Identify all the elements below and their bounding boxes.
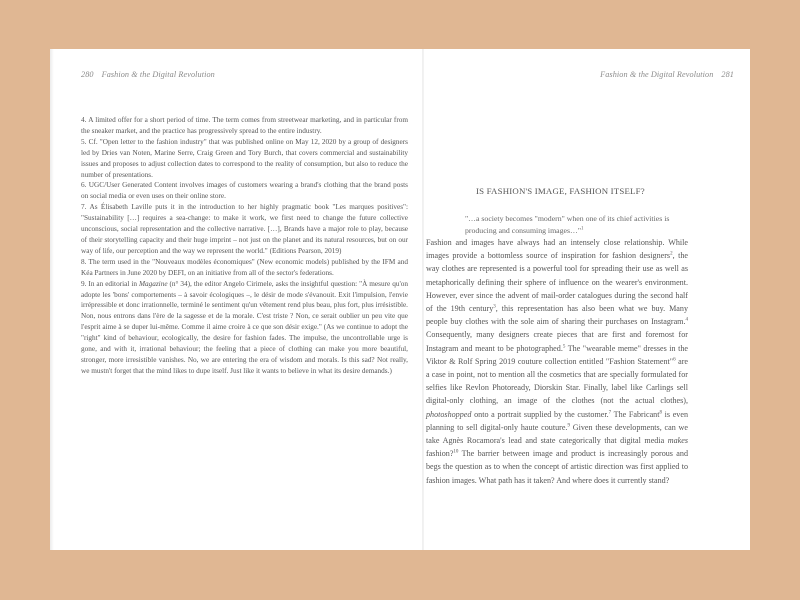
page-number-left: 280 <box>81 70 94 79</box>
page-number-right: 281 <box>721 70 734 79</box>
left-page <box>50 49 423 550</box>
footnote-ref: 4 <box>685 317 688 323</box>
endnote-6: 6. UGC/User Generated Content involves images of customers wearing a brand's clothing that the brand posts on social media or even uses on their online store. <box>81 181 408 201</box>
epigraph: "…a society becomes "modern" when one of its chief activities is producing and consuming images…"$^1$ <box>465 214 670 235</box>
footnote-ref: 10 <box>453 449 459 455</box>
page-edge <box>50 49 54 550</box>
footnote-ref: 9 <box>567 423 570 429</box>
footnote-ref: 1 <box>581 226 584 231</box>
running-head-title-right: Fashion & the Digital Revolution <box>600 70 714 79</box>
endnote-9: 9. In an editorial in Magazine (n° 34), the editor Angelo Cirimele, asks the insightful question: "À mesure qu'on adopte les 'bons' comportements – à savoir écologiques –, le désir de mode s'évanouit. Exit l'impulsion, l'envie irrépressible et donc irrationnelle, terminé le sentiment qu'un vêtement rend plus beau, plus fort, plus irrésistible. Non, nous entrons dans l'ère de la sagesse et de la morale. C'est triste ? Non, ce serait oublier un peu vite que l'esprit aime à se duper lui-même. Comme il aime croire à ce que son désir exige." (As we continue to adopt the "right" kind of behaviour, ecologically, the desire for fashion fades. The impulse, the uncontrollable urge is gone, and with it, irrational behaviour; the feeling that a piece of clothing can make you more beautiful, stronger, more irresistible vanishes. No, we are entering the era of wisdom and morals. Is this sad? Not really, we mustn't forget that the mind likes to dupe itself. Just like it wants to believe in what its desire demands.) <box>81 279 408 375</box>
footnote-ref: 3 <box>493 304 496 310</box>
endnote-8: 8. The term used in the "Nouveaux modèles économiques" (New economic models) published by the IFM and Kéa Partners in June 2020 by DEFI, on an initiative from all of the sector's federations. <box>81 257 408 277</box>
magazine-title: Magazine <box>138 279 168 288</box>
endnotes <box>81 115 408 377</box>
body-paragraph: Fashion and images have always had an intensely close relationship. While images provide a bottomless source of inspiration for fashion designers$^2$, the way clothes are represented is a powerful tool for spreading their use as well as metaphorically defining their sphere of influence on the wearer's environment. However, ever since the advent of mail-order catalogues during the second half of the 19th century$^3$, this representation has also been what we buy. Many people buy clothes with the sole aim of sharing their purchases on Instagram.$^4$ Consequently, many designers create pieces that are first and foremost for Instagram and meant to be photographed.$^5$ The "wearable meme" dresses in the Viktor & Rolf Spring 2019 couture collection entitled "Fashion Statement"$^6$ are a case in point, not to mention all the cosmetics that are specially formulated for selfies like Revlon Photoready, Diorskin Star. Finally, label like Carlings sell digital-only clothing, an image of the clothes (not the actual clothes), photoshopped onto a portrait supplied by the customer.$^7$ The Fabricant$^8$ is even planning to sell digital-only haute couture.$^9$ Given these developments, can we take Agnès Rocamora's lead and state categorically that digital media makes fashion?$^{10}$ The barrier between image and product is increasingly porous and begs the question as to when the concept of artistic direction was first applied to fashion images. What path has it taken? And where does it currently stand? <box>426 238 688 485</box>
footnote-ref: 7 <box>608 409 612 415</box>
footnote-ref: 8 <box>659 409 662 415</box>
footnote-ref: 2 <box>670 251 673 257</box>
running-head-left <box>81 70 215 79</box>
book-spread <box>50 49 750 550</box>
endnote-7: 7. As Élisabeth Laville puts it in the introduction to her highly pragmatic book "Les marques positives": "Sustainability […] requires a sea-change: to make it work, we first need to change the future collective unconscious, social representation and the collective narrative. […], Brands have a major role to play, because of their storytelling capacity and their huge imprint – not just on the planet and its natural resources, but on our way of life, our perception and the way we represent the world." (Editions Pearson, 2019) <box>81 203 408 255</box>
right-page <box>423 49 750 550</box>
section-heading: IS FASHION'S IMAGE, FASHION ITSELF? <box>476 186 645 196</box>
running-head-right <box>600 70 734 79</box>
running-head-title-left: Fashion & the Digital Revolution <box>101 70 215 79</box>
footnote-ref: 5 <box>562 343 566 349</box>
footnote-ref: 6 <box>673 357 676 363</box>
endnote-5: 5. Cf. "Open letter to the fashion industry" that was published online on May 12, 2020 by a group of designers led by Dries van Noten, Marine Serre, Craig Green and Tory Burch, that covers commercial and sustainability issues and proposes to adjust collection dates to correspond to the reality of consumption, but also to reduce the number of presentations. <box>81 137 408 179</box>
endnote-4: 4. A limited offer for a short period of time. The term comes from streetwear marketing, and in particular from the sneaker market, and the practice has progressively spread to the entire industry. <box>81 116 408 135</box>
